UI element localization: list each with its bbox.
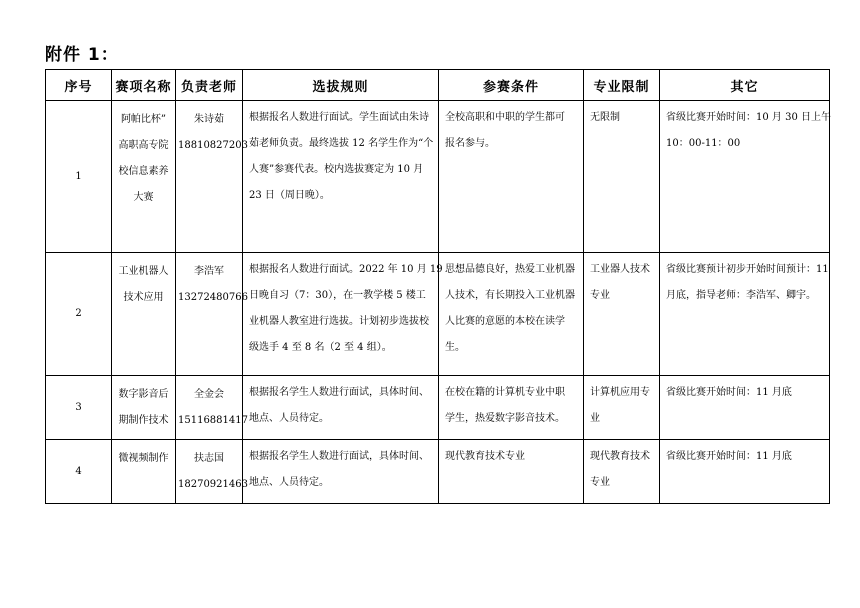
text-line: 在校在籍的计算机专业中职 [445, 387, 565, 398]
text-line: 业 [590, 413, 600, 424]
text-line: 现代教育技术 [590, 451, 650, 462]
text-line: 根据报名学生人数进行面试，具体时间、 [249, 451, 429, 462]
cell-event-name [112, 253, 176, 376]
cell-eligibility [439, 440, 584, 504]
text-line: 茹老师负责。最终选拔 12 名学生作为“个 [249, 138, 434, 149]
text-line: 期制作技术 [118, 415, 169, 426]
text-line: 大赛 [133, 192, 154, 203]
table-row [46, 253, 830, 376]
text-line: 报名参与。 [445, 138, 495, 149]
text-line: 根据报名人数进行面试。学生面试由朱诗 [249, 112, 429, 123]
text-line: 现代教育技术专业 [445, 451, 525, 462]
teacher-phone: 18810827203 [178, 140, 248, 151]
text-line: 10：00-11：00 [666, 138, 741, 149]
cell-selection-rules [243, 253, 443, 376]
text-line: 省级比赛开始时间：11 月底 [666, 451, 792, 462]
teacher-name: 李浩军 [194, 266, 224, 277]
cell-selection-rules [243, 440, 439, 504]
text-line: 级选手 4 至 8 名（2 至 4 组）。 [249, 342, 392, 353]
text-line: 根据报名学生人数进行面试，具体时间、 [249, 387, 429, 398]
text-line: 省级比赛预计初步开始时间预计：11 [666, 264, 829, 275]
text-line: 月底，指导老师：李浩军、卿宇。 [666, 290, 816, 301]
cell-teacher [176, 440, 248, 504]
cell-event-name [112, 101, 176, 253]
text-line: 省级比赛开始时间：11 月底 [666, 387, 792, 398]
text-line: 技术应用 [123, 292, 164, 303]
header-selection-rules: 选拔规则 [243, 70, 439, 101]
cell-event-name [112, 440, 176, 504]
cell-index: 1 [46, 101, 112, 253]
cell-major-limit [584, 101, 660, 253]
teacher-name: 扶志国 [194, 453, 224, 464]
cell-teacher [176, 376, 248, 440]
text-line: 人赛”参赛代表。校内选拔赛定为 10 月 [249, 164, 424, 175]
header-teacher: 负责老师 [176, 70, 243, 101]
text-line: 无限制 [590, 112, 620, 123]
cell-eligibility [439, 101, 584, 253]
text-line: 数字影音后 [118, 389, 169, 400]
text-line: 根据报名人数进行面试。2022 年 10 月 19 [249, 264, 443, 275]
text-line: 日晚自习（7：30），在一教学楼 5 楼工 [249, 290, 426, 301]
text-line: 专业 [590, 290, 610, 301]
cell-eligibility [439, 376, 584, 440]
text-line: 专业 [590, 477, 610, 488]
text-line: 23 日（周日晚）。 [249, 190, 330, 201]
teacher-name: 朱诗茹 [194, 114, 224, 125]
cell-other [660, 253, 830, 376]
text-line: 省级比赛开始时间：10 月 30 日上午 [666, 112, 831, 123]
header-event-name: 赛项名称 [112, 70, 176, 101]
teacher-name: 全金会 [194, 389, 224, 400]
text-line: 计算机应用专 [590, 387, 650, 398]
text-line: 地点、人员待定。 [249, 413, 329, 424]
cell-selection-rules [243, 376, 439, 440]
text-line: 高职高专院 [118, 140, 169, 151]
cell-index: 4 [46, 440, 112, 504]
text-line: 人技术，有长期投入工业机器 [445, 290, 575, 301]
text-line: 地点、人员待定。 [249, 477, 329, 488]
table-row [46, 376, 830, 440]
cell-index: 3 [46, 376, 112, 440]
cell-selection-rules [243, 101, 439, 253]
cell-major-limit [584, 376, 660, 440]
cell-major-limit [584, 253, 660, 376]
text-line: 阿帕比杯” [120, 114, 167, 125]
table-row [46, 440, 830, 504]
text-line: 校信息素养 [118, 166, 169, 177]
table-row [46, 101, 830, 253]
teacher-phone: 15116881417 [178, 415, 248, 426]
text-line: 学生，热爱数字影音技术。 [445, 413, 565, 424]
page-heading: 附件 1： [45, 45, 119, 65]
text-line: 全校高职和中职的学生都可 [445, 112, 565, 123]
cell-teacher [176, 253, 248, 376]
text-line: 生。 [445, 342, 465, 353]
text-line: 思想品德良好，热爱工业机器 [445, 264, 575, 275]
competition-table [45, 69, 830, 504]
cell-event-name [112, 376, 176, 440]
cell-other [660, 440, 830, 504]
text-line: 工业器人技术 [590, 264, 650, 275]
text-line: 人比赛的意愿的本校在读学 [445, 316, 565, 327]
teacher-phone: 18270921463 [178, 479, 248, 490]
cell-eligibility [439, 253, 584, 376]
cell-other [660, 101, 830, 253]
text-line: 微视频制作 [118, 453, 169, 464]
table-header-row [46, 70, 830, 101]
cell-teacher [176, 101, 248, 253]
header-eligibility: 参赛条件 [439, 70, 584, 101]
text-line: 工业机器人 [118, 266, 169, 277]
header-major-limit: 专业限制 [584, 70, 660, 101]
header-index: 序号 [46, 70, 112, 101]
teacher-phone: 13272480766 [178, 292, 248, 303]
header-other: 其它 [660, 70, 830, 101]
cell-major-limit [584, 440, 660, 504]
cell-other [660, 376, 830, 440]
cell-index: 2 [46, 253, 112, 376]
text-line: 业机器人教室进行选拔。计划初步选拔校 [249, 316, 429, 327]
